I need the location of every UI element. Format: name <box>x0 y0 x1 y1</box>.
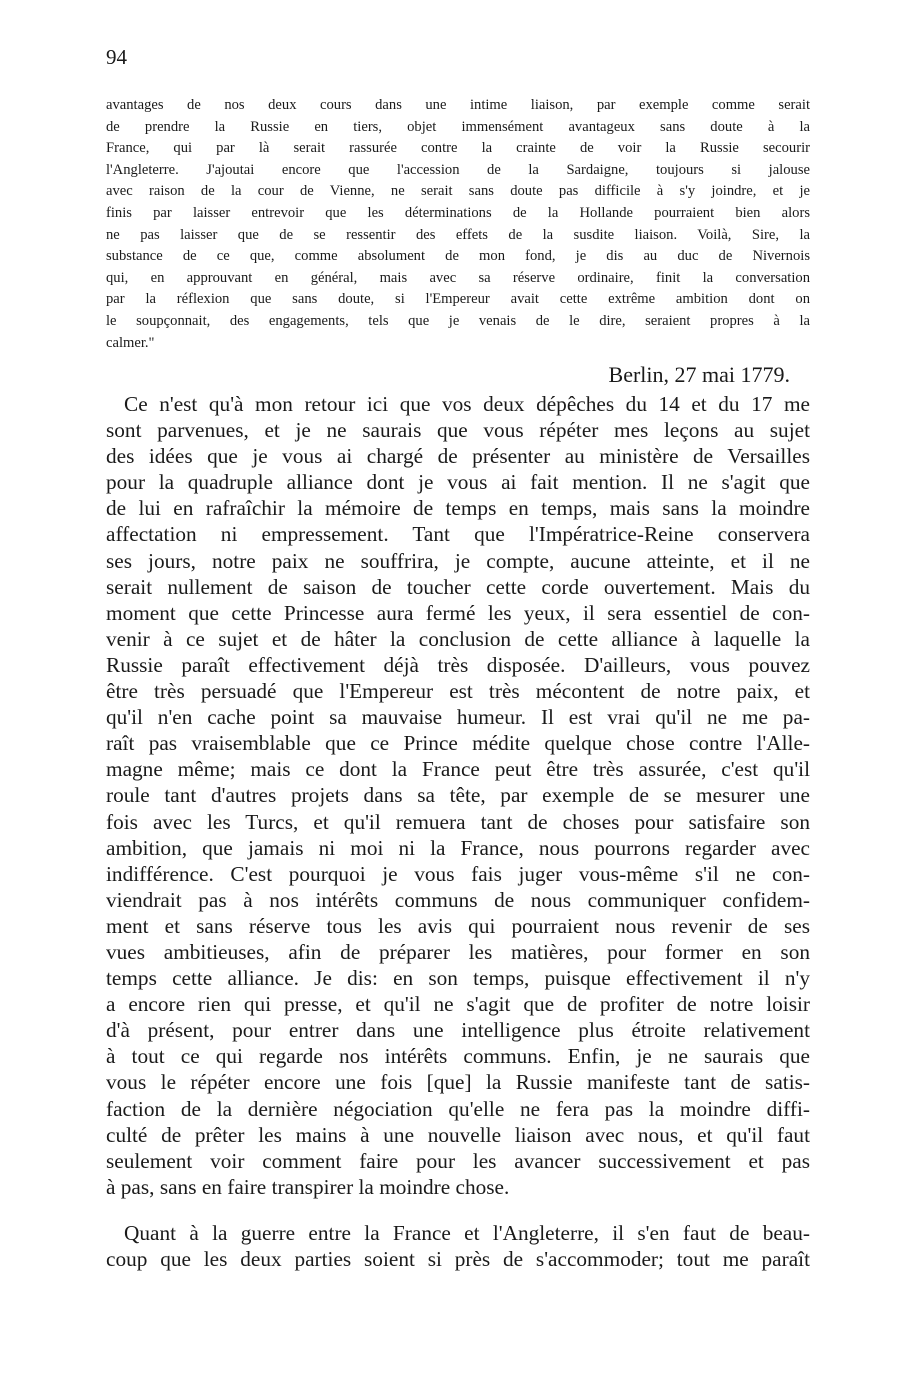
text-line: de lui en rafraîchir la mémoire de temps en temps, mais sans la moindre <box>106 496 810 521</box>
dateline: Berlin, 27 mai 1779. <box>608 362 790 387</box>
text-line: substance de ce que, comme absolument de mon fond, je dis au duc de Nivernois <box>106 248 810 265</box>
text-line: Russie paraît effectivement déjà très disposée. D'ailleurs, vous pouvez <box>106 652 810 677</box>
text-line: avantages de nos deux cours dans une intime liaison, par exemple comme serait <box>106 97 810 113</box>
text-line: l'Angleterre. J'ajoutai encore que l'accession de la Sardaigne, toujours si jalouse <box>106 161 810 178</box>
quoted-letter-excerpt <box>106 95 810 354</box>
text-line: ment et sans réserve tous les avis qui pourraient nous revenir de ses <box>106 913 810 938</box>
text-line: calmer." <box>106 334 155 351</box>
text-line: avec raison de la cour de Vienne, ne serait sans doute pas difficile à s'y joindre, et je <box>106 183 810 200</box>
text-line: sont parvenues, et je ne saurais que vous répéter mes leçons au sujet <box>106 418 810 443</box>
page-number: 94 <box>106 45 127 69</box>
text-line: pour la quadruple alliance dont je vous ai fait mention. Il ne s'agit que <box>106 470 810 495</box>
text-line: seulement voir comment faire pour les avancer successivement et pas <box>106 1148 810 1173</box>
text-line: qu'il n'en cache point sa mauvaise humeur. Il est vrai qu'il ne me pa- <box>106 705 810 730</box>
text-line: ambition, que jamais ni moi ni la France, nous pourrons regarder avec <box>106 835 810 860</box>
text-line: ne pas laisser que de se ressentir des effets de la susdite liaison. Voilà, Sire, la <box>106 226 810 243</box>
text-line: culté de prêter les mains à une nouvelle liaison avec nous, et qu'il faut <box>106 1122 810 1147</box>
text-line: qui, en approuvant en général, mais avec sa réserve ordinaire, finit la conversation <box>106 269 810 286</box>
text-line: d'à présent, pour entrer dans une intelligence plus étroite relativement <box>106 1018 810 1043</box>
text-line: Quant à la guerre entre la France et l'Angleterre, il s'en faut de beau- <box>124 1221 810 1245</box>
text-line: viendrait pas à nos intérêts communs de nous communiquer confidem- <box>106 887 810 912</box>
text-line: à pas, sans en faire transpirer la moindre chose. <box>106 1174 510 1199</box>
text-line: raît pas vraisemblable que ce Prince médite quelque chose contre l'Alle- <box>106 731 810 756</box>
letter-body-paragraph-2 <box>106 1220 810 1272</box>
text-line: des idées que je vous ai chargé de présenter au ministère de Versailles <box>106 444 810 469</box>
text-line: indifférence. C'est pourquoi je vous fais juger vous-même s'il ne con- <box>106 861 810 886</box>
text-line: fois avec les Turcs, et qu'il remuera tant de choses pour satisfaire son <box>106 809 810 834</box>
text-line: faction de la dernière négociation qu'elle ne fera pas la moindre diffi- <box>106 1096 810 1121</box>
letter-body-paragraph <box>106 391 810 1200</box>
text-line: moment que cette Princesse aura fermé les yeux, il sera essentiel de con- <box>106 600 810 625</box>
text-line: finis par laisser entrevoir que les déterminations de la Hollande pourraient bien alors <box>106 204 810 221</box>
text-line: ses jours, notre paix ne souffrira, je compte, aucune atteinte, et il ne <box>106 548 810 573</box>
text-line: de prendre la Russie en tiers, objet immensément avantageux sans doute à la <box>106 118 810 135</box>
text-line: par la réflexion que sans doute, si l'Empereur avait cette extrême ambition dont on <box>106 291 810 308</box>
text-line: serait nullement de saison de toucher cette corde ouvertement. Mais du <box>106 574 810 599</box>
text-line: France, qui par là serait rassurée contre la crainte de voir la Russie secourir <box>106 140 810 157</box>
text-line: être très persuadé que l'Empereur est très mécontent de notre paix, et <box>106 679 810 704</box>
text-line: magne même; mais ce dont la France peut être très assurée, c'est qu'il <box>106 757 810 782</box>
text-line: Ce n'est qu'à mon retour ici que vos deux dépêches du 14 et du 17 me <box>124 392 810 416</box>
text-line: coup que les deux parties soient si près de s'accommoder; tout me paraît <box>106 1247 810 1272</box>
text-line: le soupçonnait, des engagements, tels que je venais de le dire, seraient propres à la <box>106 312 810 329</box>
text-line: venir à ce sujet et de hâter la conclusion de cette alliance à laquelle la <box>106 626 810 651</box>
text-line: vous le répéter encore une fois [que] la Russie manifeste tant de satis- <box>106 1070 810 1095</box>
text-line: roule tant d'autres projets dans sa tête, par exemple de se mesurer une <box>106 783 810 808</box>
text-line: temps cette alliance. Je dis: en son temps, puisque effectivement il n'y <box>106 966 810 991</box>
text-line: à tout ce qui regarde nos intérêts communs. Enfin, je ne saurais que <box>106 1044 810 1069</box>
text-line: a encore rien qui presse, et qu'il ne s'agit que de profiter de notre loisir <box>106 992 810 1017</box>
text-line: affectation ni empressement. Tant que l'Impératrice-Reine conservera <box>106 522 810 547</box>
text-line: vues ambitieuses, afin de préparer les matières, pour former en son <box>106 939 810 964</box>
